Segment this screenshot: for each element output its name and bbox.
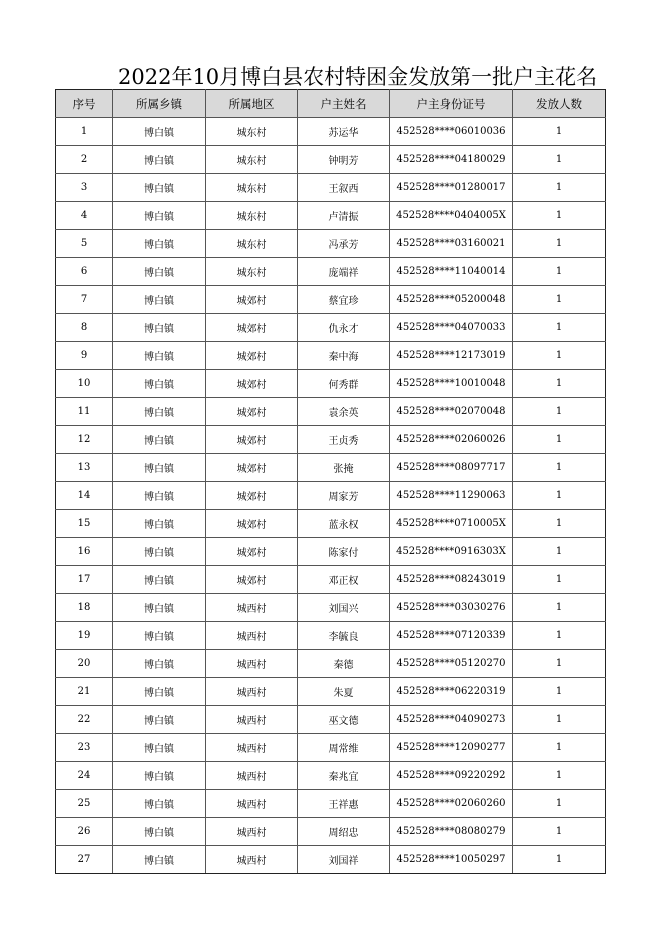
cell-people-count: 1 [513, 678, 606, 706]
cell-township: 博白镇 [113, 174, 206, 202]
cell-seq: 5 [56, 230, 113, 258]
table-row [56, 650, 606, 678]
cell-township: 博白镇 [113, 734, 206, 762]
cell-people-count: 1 [513, 398, 606, 426]
cell-township: 博白镇 [113, 678, 206, 706]
cell-householder-name: 陈家付 [298, 538, 390, 566]
cell-area: 城郊村 [206, 566, 298, 594]
table-row [56, 566, 606, 594]
cell-seq: 25 [56, 790, 113, 818]
header-householder-name: 户主姓名 [298, 90, 390, 118]
cell-area: 城东村 [206, 230, 298, 258]
cell-seq: 8 [56, 314, 113, 342]
cell-township: 博白镇 [113, 594, 206, 622]
cell-seq: 23 [56, 734, 113, 762]
cell-id-number: 452528****10050297 [390, 846, 513, 874]
cell-township: 博白镇 [113, 454, 206, 482]
cell-id-number: 452528****08097717 [390, 454, 513, 482]
cell-people-count: 1 [513, 146, 606, 174]
cell-seq: 7 [56, 286, 113, 314]
table-row [56, 622, 606, 650]
cell-householder-name: 张掩 [298, 454, 390, 482]
cell-seq: 9 [56, 342, 113, 370]
cell-area: 城西村 [206, 650, 298, 678]
table-row [56, 846, 606, 874]
cell-people-count: 1 [513, 482, 606, 510]
cell-township: 博白镇 [113, 146, 206, 174]
cell-householder-name: 王贞秀 [298, 426, 390, 454]
cell-area: 城郊村 [206, 510, 298, 538]
cell-householder-name: 李毓良 [298, 622, 390, 650]
table-row [56, 538, 606, 566]
cell-area: 城西村 [206, 762, 298, 790]
cell-people-count: 1 [513, 426, 606, 454]
cell-seq: 26 [56, 818, 113, 846]
cell-id-number: 452528****03030276 [390, 594, 513, 622]
header-township: 所属乡镇 [113, 90, 206, 118]
cell-seq: 22 [56, 706, 113, 734]
cell-seq: 13 [56, 454, 113, 482]
header-id-number: 户主身份证号 [390, 90, 513, 118]
cell-id-number: 452528****0916303X [390, 538, 513, 566]
cell-people-count: 1 [513, 230, 606, 258]
cell-seq: 2 [56, 146, 113, 174]
cell-people-count: 1 [513, 454, 606, 482]
cell-householder-name: 蔡宜珍 [298, 286, 390, 314]
cell-area: 城西村 [206, 790, 298, 818]
table-row [56, 174, 606, 202]
cell-id-number: 452528****05120270 [390, 650, 513, 678]
cell-area: 城西村 [206, 706, 298, 734]
cell-householder-name: 王叙西 [298, 174, 390, 202]
cell-householder-name: 巫文德 [298, 706, 390, 734]
cell-id-number: 452528****0404005X [390, 202, 513, 230]
cell-township: 博白镇 [113, 258, 206, 286]
cell-people-count: 1 [513, 622, 606, 650]
cell-area: 城西村 [206, 622, 298, 650]
cell-id-number: 452528****10010048 [390, 370, 513, 398]
cell-seq: 10 [56, 370, 113, 398]
cell-area: 城西村 [206, 846, 298, 874]
table-row [56, 370, 606, 398]
cell-householder-name: 袁余英 [298, 398, 390, 426]
cell-people-count: 1 [513, 538, 606, 566]
header-people-count: 发放人数 [513, 90, 606, 118]
cell-people-count: 1 [513, 566, 606, 594]
cell-township: 博白镇 [113, 398, 206, 426]
cell-householder-name: 钟明芳 [298, 146, 390, 174]
cell-township: 博白镇 [113, 818, 206, 846]
cell-householder-name: 秦德 [298, 650, 390, 678]
cell-id-number: 452528****11040014 [390, 258, 513, 286]
cell-township: 博白镇 [113, 314, 206, 342]
cell-seq: 18 [56, 594, 113, 622]
cell-householder-name: 朱夏 [298, 678, 390, 706]
cell-id-number: 452528****02060026 [390, 426, 513, 454]
cell-seq: 24 [56, 762, 113, 790]
cell-id-number: 452528****11290063 [390, 482, 513, 510]
cell-householder-name: 周绍忠 [298, 818, 390, 846]
cell-area: 城东村 [206, 202, 298, 230]
cell-seq: 21 [56, 678, 113, 706]
cell-id-number: 452528****02060260 [390, 790, 513, 818]
cell-people-count: 1 [513, 762, 606, 790]
cell-householder-name: 何秀群 [298, 370, 390, 398]
cell-id-number: 452528****08243019 [390, 566, 513, 594]
cell-householder-name: 卢清振 [298, 202, 390, 230]
cell-people-count: 1 [513, 174, 606, 202]
table-row [56, 230, 606, 258]
table-row [56, 118, 606, 146]
table-row [56, 202, 606, 230]
cell-seq: 27 [56, 846, 113, 874]
table-row [56, 790, 606, 818]
table-row [56, 342, 606, 370]
cell-id-number: 452528****04090273 [390, 706, 513, 734]
table-row [56, 510, 606, 538]
cell-township: 博白镇 [113, 790, 206, 818]
table-row [56, 706, 606, 734]
cell-seq: 4 [56, 202, 113, 230]
cell-people-count: 1 [513, 342, 606, 370]
table-row [56, 146, 606, 174]
cell-householder-name: 蓝永权 [298, 510, 390, 538]
table-row [56, 258, 606, 286]
cell-id-number: 452528****06010036 [390, 118, 513, 146]
table-row [56, 286, 606, 314]
table-row [56, 678, 606, 706]
cell-area: 城郊村 [206, 342, 298, 370]
cell-area: 城东村 [206, 258, 298, 286]
cell-id-number: 452528****02070048 [390, 398, 513, 426]
cell-people-count: 1 [513, 370, 606, 398]
cell-township: 博白镇 [113, 762, 206, 790]
cell-id-number: 452528****07120339 [390, 622, 513, 650]
cell-householder-name: 庞端祥 [298, 258, 390, 286]
cell-township: 博白镇 [113, 342, 206, 370]
cell-people-count: 1 [513, 258, 606, 286]
cell-seq: 12 [56, 426, 113, 454]
cell-township: 博白镇 [113, 622, 206, 650]
cell-id-number: 452528****08080279 [390, 818, 513, 846]
cell-people-count: 1 [513, 734, 606, 762]
cell-people-count: 1 [513, 118, 606, 146]
header-row [56, 90, 606, 118]
cell-id-number: 452528****06220319 [390, 678, 513, 706]
cell-area: 城东村 [206, 174, 298, 202]
cell-householder-name: 周家芳 [298, 482, 390, 510]
cell-township: 博白镇 [113, 370, 206, 398]
cell-people-count: 1 [513, 790, 606, 818]
cell-seq: 14 [56, 482, 113, 510]
cell-area: 城东村 [206, 118, 298, 146]
cell-id-number: 452528****04070033 [390, 314, 513, 342]
table-row [56, 482, 606, 510]
cell-township: 博白镇 [113, 286, 206, 314]
header-area: 所属地区 [206, 90, 298, 118]
cell-township: 博白镇 [113, 118, 206, 146]
cell-householder-name: 王祥惠 [298, 790, 390, 818]
cell-area: 城西村 [206, 678, 298, 706]
cell-householder-name: 刘国兴 [298, 594, 390, 622]
table-body [56, 118, 606, 874]
cell-area: 城郊村 [206, 538, 298, 566]
cell-people-count: 1 [513, 818, 606, 846]
cell-householder-name: 秦兆宜 [298, 762, 390, 790]
cell-id-number: 452528****03160021 [390, 230, 513, 258]
table-row [56, 594, 606, 622]
cell-township: 博白镇 [113, 650, 206, 678]
cell-id-number: 452528****09220292 [390, 762, 513, 790]
cell-seq: 1 [56, 118, 113, 146]
table-row [56, 762, 606, 790]
cell-township: 博白镇 [113, 846, 206, 874]
cell-township: 博白镇 [113, 566, 206, 594]
cell-township: 博白镇 [113, 230, 206, 258]
cell-area: 城郊村 [206, 482, 298, 510]
cell-area: 城郊村 [206, 426, 298, 454]
cell-people-count: 1 [513, 650, 606, 678]
cell-people-count: 1 [513, 202, 606, 230]
table-row [56, 426, 606, 454]
cell-township: 博白镇 [113, 202, 206, 230]
cell-id-number: 452528****0710005X [390, 510, 513, 538]
cell-area: 城郊村 [206, 286, 298, 314]
cell-area: 城郊村 [206, 398, 298, 426]
table-row [56, 454, 606, 482]
table-row [56, 314, 606, 342]
cell-seq: 20 [56, 650, 113, 678]
cell-area: 城西村 [206, 818, 298, 846]
table-row [56, 818, 606, 846]
cell-seq: 19 [56, 622, 113, 650]
cell-area: 城郊村 [206, 454, 298, 482]
cell-people-count: 1 [513, 314, 606, 342]
cell-householder-name: 秦中海 [298, 342, 390, 370]
cell-township: 博白镇 [113, 482, 206, 510]
table-row [56, 398, 606, 426]
cell-householder-name: 苏运华 [298, 118, 390, 146]
page-title: 2022年10月博白县农村特困金发放第一批户主花名 [118, 65, 598, 89]
cell-township: 博白镇 [113, 706, 206, 734]
cell-people-count: 1 [513, 594, 606, 622]
cell-seq: 6 [56, 258, 113, 286]
cell-people-count: 1 [513, 286, 606, 314]
cell-householder-name: 冯承芳 [298, 230, 390, 258]
table-row [56, 734, 606, 762]
cell-area: 城郊村 [206, 314, 298, 342]
cell-householder-name: 刘国祥 [298, 846, 390, 874]
cell-id-number: 452528****12090277 [390, 734, 513, 762]
cell-township: 博白镇 [113, 538, 206, 566]
cell-area: 城郊村 [206, 370, 298, 398]
cell-area: 城西村 [206, 734, 298, 762]
header-seq: 序号 [56, 90, 113, 118]
cell-id-number: 452528****05200048 [390, 286, 513, 314]
cell-area: 城东村 [206, 146, 298, 174]
cell-people-count: 1 [513, 846, 606, 874]
cell-township: 博白镇 [113, 426, 206, 454]
cell-people-count: 1 [513, 706, 606, 734]
cell-seq: 11 [56, 398, 113, 426]
cell-householder-name: 仇永才 [298, 314, 390, 342]
cell-township: 博白镇 [113, 510, 206, 538]
cell-seq: 15 [56, 510, 113, 538]
cell-householder-name: 邓正权 [298, 566, 390, 594]
cell-id-number: 452528****04180029 [390, 146, 513, 174]
cell-seq: 16 [56, 538, 113, 566]
cell-householder-name: 周常维 [298, 734, 390, 762]
cell-seq: 17 [56, 566, 113, 594]
cell-seq: 3 [56, 174, 113, 202]
cell-id-number: 452528****01280017 [390, 174, 513, 202]
cell-people-count: 1 [513, 510, 606, 538]
cell-area: 城西村 [206, 594, 298, 622]
roster-table [55, 89, 606, 874]
cell-id-number: 452528****12173019 [390, 342, 513, 370]
